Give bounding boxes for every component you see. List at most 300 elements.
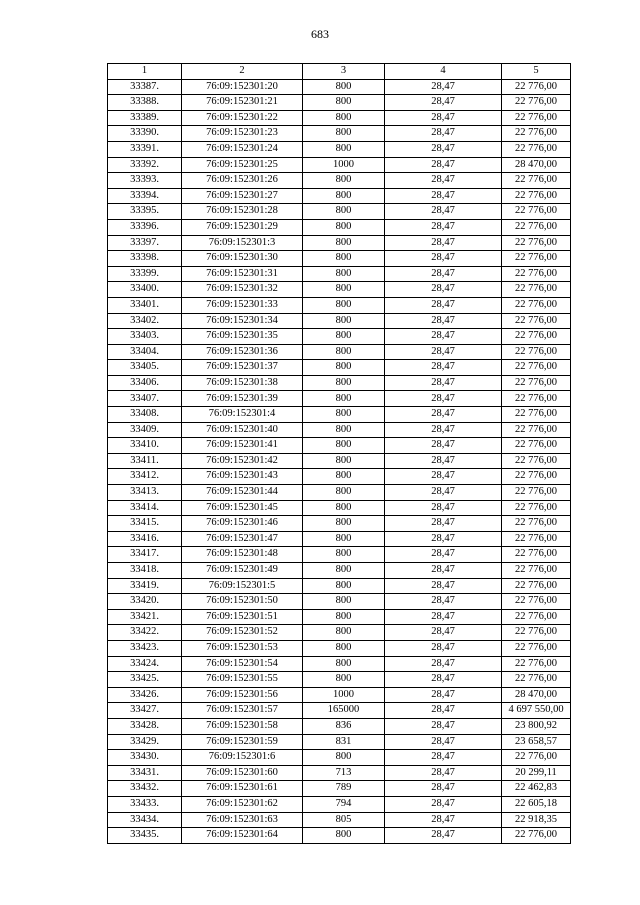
cadastral-number-cell: 76:09:152301:49 <box>182 563 303 579</box>
value-cell: 22 918,35 <box>502 812 571 828</box>
cadastral-number-cell: 76:09:152301:23 <box>182 126 303 142</box>
cadastral-number-cell: 76:09:152301:3 <box>182 235 303 251</box>
cadastral-number-cell: 76:09:152301:54 <box>182 656 303 672</box>
rate-cell: 28,47 <box>385 750 502 766</box>
rate-cell: 28,47 <box>385 422 502 438</box>
table-row <box>108 79 571 95</box>
table-row <box>108 594 571 610</box>
table-row <box>108 141 571 157</box>
area-cell: 800 <box>303 126 385 142</box>
rate-cell: 28,47 <box>385 313 502 329</box>
row-number-cell: 33426. <box>108 687 182 703</box>
value-cell: 28 470,00 <box>502 687 571 703</box>
cadastral-number-cell: 76:09:152301:28 <box>182 204 303 220</box>
value-cell: 22 776,00 <box>502 313 571 329</box>
row-number-cell: 33392. <box>108 157 182 173</box>
table-row <box>108 204 571 220</box>
value-cell: 22 776,00 <box>502 594 571 610</box>
area-cell: 800 <box>303 438 385 454</box>
table-row <box>108 469 571 485</box>
rate-cell: 28,47 <box>385 828 502 844</box>
table-row <box>108 173 571 189</box>
value-cell: 22 776,00 <box>502 531 571 547</box>
value-cell: 22 776,00 <box>502 375 571 391</box>
row-number-cell: 33400. <box>108 282 182 298</box>
table-row <box>108 453 571 469</box>
area-cell: 800 <box>303 266 385 282</box>
row-number-cell: 33418. <box>108 563 182 579</box>
rate-cell: 28,47 <box>385 95 502 111</box>
rate-cell: 28,47 <box>385 594 502 610</box>
area-cell: 800 <box>303 95 385 111</box>
table-row <box>108 672 571 688</box>
table-row <box>108 219 571 235</box>
row-number-cell: 33408. <box>108 407 182 423</box>
rate-cell: 28,47 <box>385 812 502 828</box>
rate-cell: 28,47 <box>385 173 502 189</box>
row-number-cell: 33424. <box>108 656 182 672</box>
rate-cell: 28,47 <box>385 235 502 251</box>
value-cell: 22 776,00 <box>502 578 571 594</box>
table-row <box>108 765 571 781</box>
row-number-cell: 33416. <box>108 531 182 547</box>
table-header-row <box>108 64 571 80</box>
area-cell: 800 <box>303 282 385 298</box>
cadastral-number-cell: 76:09:152301:50 <box>182 594 303 610</box>
rate-cell: 28,47 <box>385 360 502 376</box>
area-cell: 800 <box>303 640 385 656</box>
cadastral-number-cell: 76:09:152301:52 <box>182 625 303 641</box>
area-cell: 800 <box>303 407 385 423</box>
cadastral-number-cell: 76:09:152301:37 <box>182 360 303 376</box>
row-number-cell: 33394. <box>108 188 182 204</box>
value-cell: 22 462,83 <box>502 781 571 797</box>
cadastral-number-cell: 76:09:152301:58 <box>182 718 303 734</box>
rate-cell: 28,47 <box>385 469 502 485</box>
cadastral-number-cell: 76:09:152301:40 <box>182 422 303 438</box>
rate-cell: 28,47 <box>385 734 502 750</box>
rate-cell: 28,47 <box>385 79 502 95</box>
table-row <box>108 422 571 438</box>
rate-cell: 28,47 <box>385 219 502 235</box>
area-cell: 800 <box>303 469 385 485</box>
row-number-cell: 33417. <box>108 547 182 563</box>
cadastral-value-table <box>107 63 571 844</box>
area-cell: 836 <box>303 718 385 734</box>
cadastral-number-cell: 76:09:152301:55 <box>182 672 303 688</box>
cadastral-number-cell: 76:09:152301:63 <box>182 812 303 828</box>
value-cell: 22 776,00 <box>502 563 571 579</box>
table-row <box>108 188 571 204</box>
value-cell: 22 776,00 <box>502 640 571 656</box>
rate-cell: 28,47 <box>385 375 502 391</box>
area-cell: 800 <box>303 750 385 766</box>
row-number-cell: 33429. <box>108 734 182 750</box>
cadastral-number-cell: 76:09:152301:32 <box>182 282 303 298</box>
rate-cell: 28,47 <box>385 188 502 204</box>
area-cell: 800 <box>303 219 385 235</box>
row-number-cell: 33406. <box>108 375 182 391</box>
row-number-cell: 33393. <box>108 173 182 189</box>
rate-cell: 28,47 <box>385 110 502 126</box>
cadastral-number-cell: 76:09:152301:62 <box>182 796 303 812</box>
value-cell: 22 776,00 <box>502 438 571 454</box>
area-cell: 800 <box>303 297 385 313</box>
table-row <box>108 578 571 594</box>
table-row <box>108 360 571 376</box>
value-cell: 22 776,00 <box>502 516 571 532</box>
value-cell: 22 776,00 <box>502 204 571 220</box>
area-cell: 800 <box>303 235 385 251</box>
table-row <box>108 110 571 126</box>
row-number-cell: 33420. <box>108 594 182 610</box>
rate-cell: 28,47 <box>385 718 502 734</box>
rate-cell: 28,47 <box>385 282 502 298</box>
table-row <box>108 344 571 360</box>
area-cell: 713 <box>303 765 385 781</box>
cadastral-number-cell: 76:09:152301:22 <box>182 110 303 126</box>
rate-cell: 28,47 <box>385 640 502 656</box>
row-number-cell: 33402. <box>108 313 182 329</box>
area-cell: 805 <box>303 812 385 828</box>
area-cell: 1000 <box>303 157 385 173</box>
cadastral-number-cell: 76:09:152301:56 <box>182 687 303 703</box>
area-cell: 800 <box>303 313 385 329</box>
rate-cell: 28,47 <box>385 547 502 563</box>
value-cell: 22 776,00 <box>502 672 571 688</box>
row-number-cell: 33421. <box>108 609 182 625</box>
column-header: 5 <box>502 64 571 80</box>
table-row <box>108 547 571 563</box>
cadastral-number-cell: 76:09:152301:45 <box>182 500 303 516</box>
row-number-cell: 33415. <box>108 516 182 532</box>
row-number-cell: 33430. <box>108 750 182 766</box>
rate-cell: 28,47 <box>385 531 502 547</box>
cadastral-number-cell: 76:09:152301:53 <box>182 640 303 656</box>
value-cell: 22 776,00 <box>502 126 571 142</box>
row-number-cell: 33411. <box>108 453 182 469</box>
area-cell: 800 <box>303 516 385 532</box>
cadastral-number-cell: 76:09:152301:34 <box>182 313 303 329</box>
table-row <box>108 563 571 579</box>
cadastral-number-cell: 76:09:152301:31 <box>182 266 303 282</box>
row-number-cell: 33401. <box>108 297 182 313</box>
value-cell: 22 776,00 <box>502 485 571 501</box>
value-cell: 28 470,00 <box>502 157 571 173</box>
rate-cell: 28,47 <box>385 500 502 516</box>
row-number-cell: 33388. <box>108 95 182 111</box>
value-cell: 22 776,00 <box>502 219 571 235</box>
value-cell: 22 776,00 <box>502 251 571 267</box>
table-row <box>108 391 571 407</box>
area-cell: 800 <box>303 251 385 267</box>
rate-cell: 28,47 <box>385 157 502 173</box>
value-cell: 22 776,00 <box>502 95 571 111</box>
value-cell: 22 776,00 <box>502 360 571 376</box>
cadastral-number-cell: 76:09:152301:33 <box>182 297 303 313</box>
area-cell: 800 <box>303 828 385 844</box>
value-cell: 23 658,57 <box>502 734 571 750</box>
row-number-cell: 33413. <box>108 485 182 501</box>
rate-cell: 28,47 <box>385 656 502 672</box>
cadastral-number-cell: 76:09:152301:64 <box>182 828 303 844</box>
rate-cell: 28,47 <box>385 687 502 703</box>
row-number-cell: 33435. <box>108 828 182 844</box>
area-cell: 800 <box>303 547 385 563</box>
cadastral-number-cell: 76:09:152301:4 <box>182 407 303 423</box>
area-cell: 800 <box>303 360 385 376</box>
table-row <box>108 500 571 516</box>
table-row <box>108 609 571 625</box>
cadastral-number-cell: 76:09:152301:46 <box>182 516 303 532</box>
area-cell: 800 <box>303 563 385 579</box>
rate-cell: 28,47 <box>385 266 502 282</box>
area-cell: 800 <box>303 485 385 501</box>
area-cell: 800 <box>303 594 385 610</box>
rate-cell: 28,47 <box>385 609 502 625</box>
value-cell: 22 776,00 <box>502 344 571 360</box>
cadastral-number-cell: 76:09:152301:48 <box>182 547 303 563</box>
table-row <box>108 313 571 329</box>
cadastral-number-cell: 76:09:152301:43 <box>182 469 303 485</box>
row-number-cell: 33412. <box>108 469 182 485</box>
cadastral-number-cell: 76:09:152301:51 <box>182 609 303 625</box>
cadastral-number-cell: 76:09:152301:20 <box>182 79 303 95</box>
area-cell: 800 <box>303 625 385 641</box>
row-number-cell: 33390. <box>108 126 182 142</box>
row-number-cell: 33404. <box>108 344 182 360</box>
table-row <box>108 375 571 391</box>
cadastral-number-cell: 76:09:152301:27 <box>182 188 303 204</box>
area-cell: 165000 <box>303 703 385 719</box>
rate-cell: 28,47 <box>385 126 502 142</box>
rate-cell: 28,47 <box>385 796 502 812</box>
table-row <box>108 251 571 267</box>
row-number-cell: 33387. <box>108 79 182 95</box>
row-number-cell: 33432. <box>108 781 182 797</box>
cadastral-number-cell: 76:09:152301:26 <box>182 173 303 189</box>
row-number-cell: 33398. <box>108 251 182 267</box>
value-cell: 22 776,00 <box>502 750 571 766</box>
row-number-cell: 33431. <box>108 765 182 781</box>
rate-cell: 28,47 <box>385 391 502 407</box>
rate-cell: 28,47 <box>385 703 502 719</box>
row-number-cell: 33433. <box>108 796 182 812</box>
row-number-cell: 33422. <box>108 625 182 641</box>
cadastral-number-cell: 76:09:152301:60 <box>182 765 303 781</box>
cadastral-number-cell: 76:09:152301:57 <box>182 703 303 719</box>
rate-cell: 28,47 <box>385 407 502 423</box>
row-number-cell: 33423. <box>108 640 182 656</box>
value-cell: 22 776,00 <box>502 500 571 516</box>
value-cell: 22 776,00 <box>502 282 571 298</box>
value-cell: 20 299,11 <box>502 765 571 781</box>
row-number-cell: 33397. <box>108 235 182 251</box>
value-cell: 22 776,00 <box>502 453 571 469</box>
table-row <box>108 157 571 173</box>
row-number-cell: 33405. <box>108 360 182 376</box>
rate-cell: 28,47 <box>385 204 502 220</box>
table-row <box>108 235 571 251</box>
cadastral-number-cell: 76:09:152301:25 <box>182 157 303 173</box>
area-cell: 800 <box>303 453 385 469</box>
area-cell: 800 <box>303 500 385 516</box>
column-header: 1 <box>108 64 182 80</box>
table-row <box>108 640 571 656</box>
cadastral-number-cell: 76:09:152301:41 <box>182 438 303 454</box>
value-cell: 22 605,18 <box>502 796 571 812</box>
row-number-cell: 33414. <box>108 500 182 516</box>
row-number-cell: 33419. <box>108 578 182 594</box>
row-number-cell: 33396. <box>108 219 182 235</box>
area-cell: 1000 <box>303 687 385 703</box>
row-number-cell: 33391. <box>108 141 182 157</box>
row-number-cell: 33427. <box>108 703 182 719</box>
rate-cell: 28,47 <box>385 297 502 313</box>
value-cell: 22 776,00 <box>502 79 571 95</box>
area-cell: 800 <box>303 173 385 189</box>
rate-cell: 28,47 <box>385 329 502 345</box>
area-cell: 800 <box>303 204 385 220</box>
value-cell: 22 776,00 <box>502 625 571 641</box>
table-row <box>108 734 571 750</box>
table-row <box>108 407 571 423</box>
rate-cell: 28,47 <box>385 485 502 501</box>
table-row <box>108 718 571 734</box>
rate-cell: 28,47 <box>385 453 502 469</box>
value-cell: 22 776,00 <box>502 110 571 126</box>
area-cell: 800 <box>303 672 385 688</box>
table-row <box>108 656 571 672</box>
table-row <box>108 812 571 828</box>
row-number-cell: 33389. <box>108 110 182 126</box>
table-row <box>108 329 571 345</box>
area-cell: 800 <box>303 344 385 360</box>
value-cell: 22 776,00 <box>502 407 571 423</box>
value-cell: 22 776,00 <box>502 422 571 438</box>
rate-cell: 28,47 <box>385 344 502 360</box>
table-row <box>108 516 571 532</box>
value-cell: 22 776,00 <box>502 141 571 157</box>
table-row <box>108 687 571 703</box>
column-header: 3 <box>303 64 385 80</box>
rate-cell: 28,47 <box>385 516 502 532</box>
row-number-cell: 33399. <box>108 266 182 282</box>
table-row <box>108 531 571 547</box>
area-cell: 800 <box>303 531 385 547</box>
rate-cell: 28,47 <box>385 251 502 267</box>
table-row <box>108 703 571 719</box>
value-cell: 22 776,00 <box>502 609 571 625</box>
area-cell: 800 <box>303 609 385 625</box>
area-cell: 800 <box>303 79 385 95</box>
value-cell: 22 776,00 <box>502 391 571 407</box>
area-cell: 800 <box>303 329 385 345</box>
page-number: 683 <box>311 27 329 41</box>
area-cell: 800 <box>303 110 385 126</box>
value-cell: 22 776,00 <box>502 266 571 282</box>
cadastral-number-cell: 76:09:152301:39 <box>182 391 303 407</box>
row-number-cell: 33428. <box>108 718 182 734</box>
area-cell: 831 <box>303 734 385 750</box>
table-row <box>108 485 571 501</box>
cadastral-number-cell: 76:09:152301:47 <box>182 531 303 547</box>
value-cell: 4 697 550,00 <box>502 703 571 719</box>
table-row <box>108 781 571 797</box>
value-cell: 22 776,00 <box>502 297 571 313</box>
value-cell: 22 776,00 <box>502 469 571 485</box>
area-cell: 794 <box>303 796 385 812</box>
area-cell: 800 <box>303 391 385 407</box>
area-cell: 800 <box>303 375 385 391</box>
cadastral-number-cell: 76:09:152301:36 <box>182 344 303 360</box>
table-row <box>108 750 571 766</box>
rate-cell: 28,47 <box>385 765 502 781</box>
cadastral-number-cell: 76:09:152301:59 <box>182 734 303 750</box>
value-cell: 22 776,00 <box>502 188 571 204</box>
rate-cell: 28,47 <box>385 438 502 454</box>
row-number-cell: 33410. <box>108 438 182 454</box>
value-cell: 22 776,00 <box>502 547 571 563</box>
cadastral-number-cell: 76:09:152301:44 <box>182 485 303 501</box>
value-cell: 22 776,00 <box>502 173 571 189</box>
value-cell: 22 776,00 <box>502 828 571 844</box>
table-row <box>108 828 571 844</box>
rate-cell: 28,47 <box>385 781 502 797</box>
row-number-cell: 33403. <box>108 329 182 345</box>
row-number-cell: 33395. <box>108 204 182 220</box>
row-number-cell: 33434. <box>108 812 182 828</box>
rate-cell: 28,47 <box>385 625 502 641</box>
cadastral-number-cell: 76:09:152301:35 <box>182 329 303 345</box>
area-cell: 800 <box>303 188 385 204</box>
value-cell: 23 800,92 <box>502 718 571 734</box>
area-cell: 800 <box>303 141 385 157</box>
rate-cell: 28,47 <box>385 578 502 594</box>
cadastral-number-cell: 76:09:152301:61 <box>182 781 303 797</box>
table-row <box>108 266 571 282</box>
area-cell: 800 <box>303 656 385 672</box>
column-header: 2 <box>182 64 303 80</box>
cadastral-number-cell: 76:09:152301:5 <box>182 578 303 594</box>
cadastral-number-cell: 76:09:152301:29 <box>182 219 303 235</box>
row-number-cell: 33409. <box>108 422 182 438</box>
cadastral-number-cell: 76:09:152301:42 <box>182 453 303 469</box>
cadastral-number-cell: 76:09:152301:24 <box>182 141 303 157</box>
column-header: 4 <box>385 64 502 80</box>
table-row <box>108 625 571 641</box>
table-row <box>108 282 571 298</box>
cadastral-number-cell: 76:09:152301:38 <box>182 375 303 391</box>
table-row <box>108 438 571 454</box>
value-cell: 22 776,00 <box>502 329 571 345</box>
area-cell: 800 <box>303 578 385 594</box>
table-row <box>108 95 571 111</box>
table-row <box>108 126 571 142</box>
row-number-cell: 33407. <box>108 391 182 407</box>
area-cell: 800 <box>303 422 385 438</box>
cadastral-number-cell: 76:09:152301:21 <box>182 95 303 111</box>
rate-cell: 28,47 <box>385 141 502 157</box>
rate-cell: 28,47 <box>385 672 502 688</box>
rate-cell: 28,47 <box>385 563 502 579</box>
cadastral-number-cell: 76:09:152301:30 <box>182 251 303 267</box>
table-row <box>108 297 571 313</box>
value-cell: 22 776,00 <box>502 235 571 251</box>
value-cell: 22 776,00 <box>502 656 571 672</box>
table-row <box>108 796 571 812</box>
cadastral-number-cell: 76:09:152301:6 <box>182 750 303 766</box>
